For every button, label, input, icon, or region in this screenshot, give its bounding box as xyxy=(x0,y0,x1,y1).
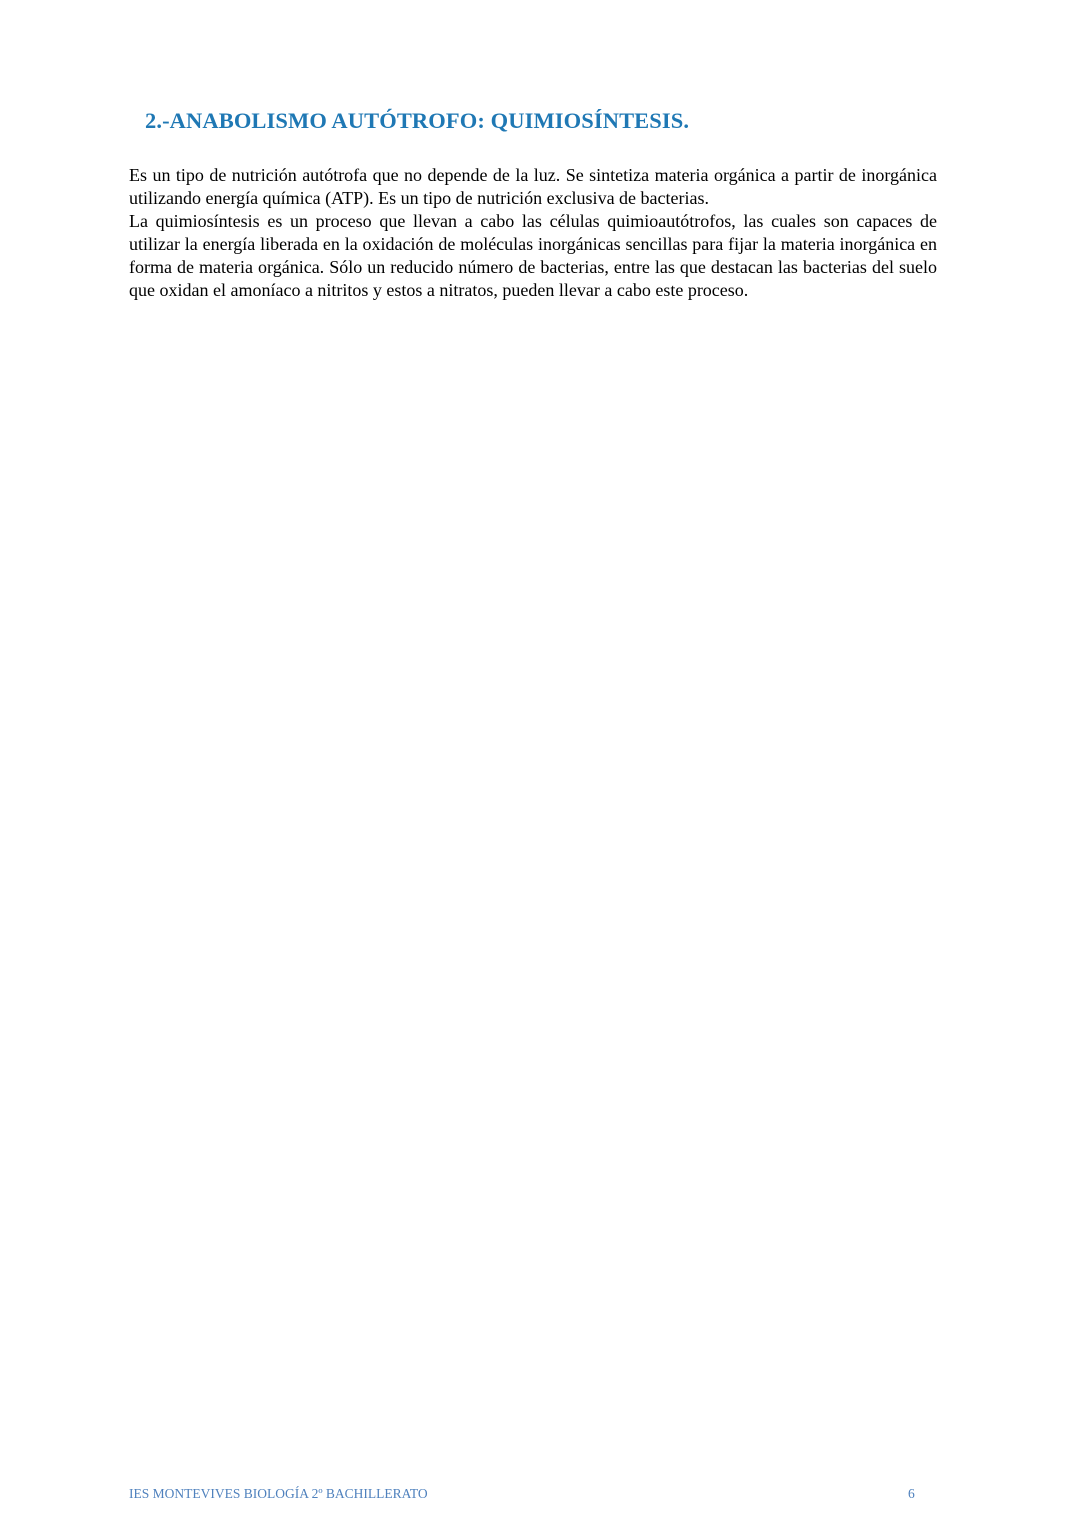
footer-title: IES MONTEVIVES BIOLOGÍA 2º BACHILLERATO xyxy=(129,1486,428,1501)
body-text xyxy=(129,164,937,302)
paragraph: La quimiosíntesis es un proceso que llevan a cabo las células quimioautótrofos, las cuales son capaces de utilizar la energía liberada en la oxidación de moléculas inorgánicas sencillas para fijar la materia inorgánica en forma de materia orgánica. Sólo un reducido número de bacterias, entre las que destacan las bacterias del suelo que oxidan el amoníaco a nitritos y estos a nitratos, pueden llevar a cabo este proceso. xyxy=(129,211,937,300)
paragraph: Es un tipo de nutrición autótrofa que no depende de la luz. Se sintetiza materia orgánica a partir de inorgánica utilizando energía química (ATP). Es un tipo de nutrición exclusiva de bacterias. xyxy=(129,165,937,208)
page-number: 6 xyxy=(908,1486,915,1501)
section-heading: 2.-ANABOLISMO AUTÓTROFO: QUIMIOSÍNTESIS. xyxy=(145,108,690,133)
